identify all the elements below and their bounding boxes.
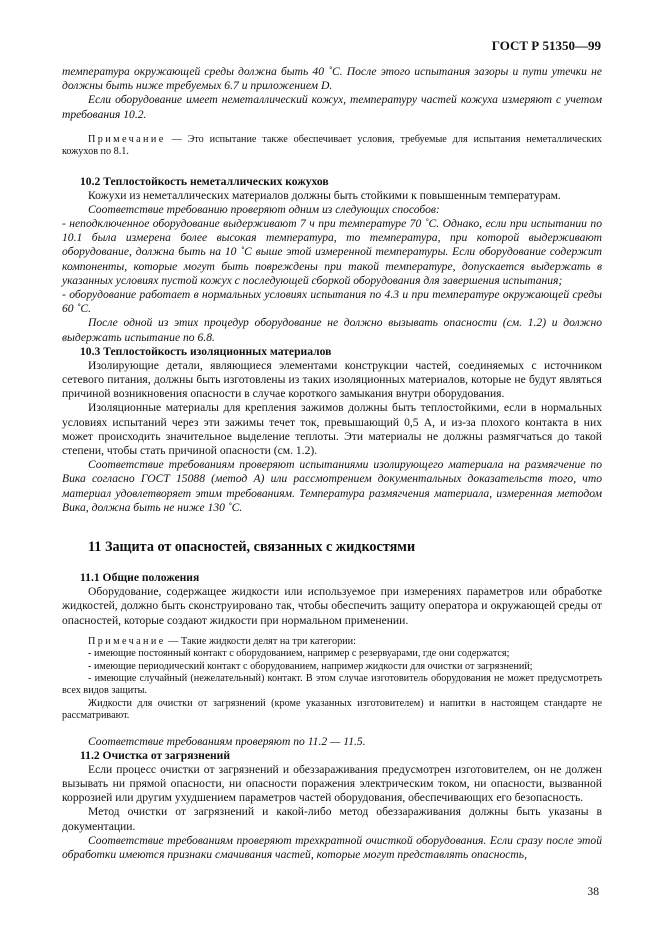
- section-title-10-3: 10.3 Теплостойкость изоляционных материалов: [80, 344, 332, 358]
- compliance-text: Соответствие требованиям проверяют по 11.2 — 11.5.: [88, 734, 366, 748]
- section-title-11-2: 11.2 Очистка от загрязнений: [80, 748, 231, 762]
- list-item: - имеющие периодический контакт с оборудованием, например жидкости для очистки от загрязнений;: [88, 660, 533, 672]
- page-number: 38: [587, 885, 599, 898]
- paragraph: Метод очистки от загрязнений и какой-либо метод обеззараживания должны быть указаны в документации.: [62, 805, 602, 833]
- paragraph: Изолирующие детали, являющиеся элементами конструкции частей, соединяемых с источником сетевого питания, должны быть изготовлены из таких изоляционных материалов, которые не будут являться причиной возникновения опасности в случае короткого замыкания внутри оборудования.: [62, 358, 602, 401]
- section-title-11-1: 11.1 Общие положения: [80, 571, 200, 585]
- paragraph: Оборудование, содержащее жидкости или используемое при измерениях параметров или обработке жидкостей, должно быть сконструировано так, чтобы обеспечить защиту оператора и окружающей среды от опасностей, которые создают жидкости при нормальном применении.: [62, 585, 602, 627]
- paragraph: Если процесс очистки от загрязнений и обеззараживания предусмотрен изготовителем, он не должен вызывать ни прямой опасности, ни опасности поражения электрическим током, ни опасности, вызванной коррозией или другим ухудшением параметров частей оборудования, обеспечивающих его безопасность.: [62, 762, 602, 805]
- list-item: - имеющие постоянный контакт с оборудованием, например с резервуарами, где они содержатся;: [88, 648, 510, 660]
- page-body: [62, 0, 602, 862]
- paragraph: - оборудование работает в нормальных условиях испытания по 4.3 и при температуре окружающей среды 60 ˚С.: [62, 288, 602, 316]
- paragraph: Кожухи из неметаллических материалов должны быть стойкими к повышенным температурам.: [88, 188, 561, 202]
- paragraph: Соответствие требованиям проверяют испытаниями изолирующего материала на размягчение по Вика согласно ГОСТ 15088 (метод А) или рассмотрением документальных доказательств того, что материал удовлетворяет этим требованиям. Температура размягчения материала, измеренная методом Вика, должна быть не ниже 130 ˚С.: [62, 458, 602, 514]
- paragraph: Если оборудование имеет неметаллический кожух, температуру частей кожуха измеряют с учетом требования 10.2.: [62, 93, 602, 121]
- note-label: Примечание: [88, 635, 166, 647]
- note-text: — Это испытание также обеспечивает условия, требуемые для испытания неметаллических кожухов по 8.1.: [62, 133, 602, 158]
- section-title-11: 11 Защита от опасностей, связанных с жидкостями: [88, 539, 416, 556]
- list-item: - имеющие случайный (нежелательный) контакт. В этом случае изготовитель оборудования не может предусмотреть всех видов защиты.: [62, 672, 602, 697]
- note: [62, 134, 602, 159]
- paragraph: - неподключенное оборудование выдерживают 7 ч при температуре 70 ˚С. Однако, если при испытании по 10.1 была измерена более высокая температура, то температура, при которой выдерживают оборудование, должна быть на 10 ˚С выше этой измеренной температуры. Если оборудование содержит компоненты, которые могут быть повреждены при такой температуре, допускается выдержать в указанных условиях пустой кожух с последующей сборкой оборудования для завершения испытания;: [62, 217, 602, 287]
- paragraph: Соответствие требованиям проверяют трехкратной очисткой оборудования. Если сразу после этой обработки имеются признаки смачивания частей, которые могут представлять опасность,: [62, 833, 602, 861]
- note-text: — Такие жидкости делят на три категории:: [165, 635, 356, 647]
- note: [62, 636, 602, 648]
- section-title-10-2: 10.2 Теплостойкость неметаллических кожухов: [80, 174, 329, 188]
- document-header: ГОСТ Р 51350—99: [491, 38, 601, 53]
- paragraph: После одной из этих процедур оборудование не должно вызывать опасности (см. 1.2) и должно выдержать испытание по 6.8.: [62, 316, 602, 344]
- paragraph: температура окружающей среды должна быть 40 ˚С. После этого испытания зазоры и пути утечки не должны быть ниже требуемых 6.7 и приложением D.: [62, 65, 602, 93]
- paragraph: Изоляционные материалы для крепления зажимов должны быть теплостойкими, если в нормальных условиях испытаний через эти зажимы течет ток, превышающий 0,5 А, и из-за плохого контакта в них может происходить значительное выделение теплоты. Эти материалы не должны размягчаться до такой степени, чтобы стать причиной опасности (см. 1.2).: [62, 401, 602, 458]
- note-tail: Жидкости для очистки от загрязнений (кроме указанных изготовителем) и напитки в настоящем стандарте не рассматривают.: [62, 697, 602, 722]
- paragraph: Соответствие требованию проверяют одним из следующих способов:: [88, 202, 440, 216]
- note-label: Примечание: [88, 133, 166, 145]
